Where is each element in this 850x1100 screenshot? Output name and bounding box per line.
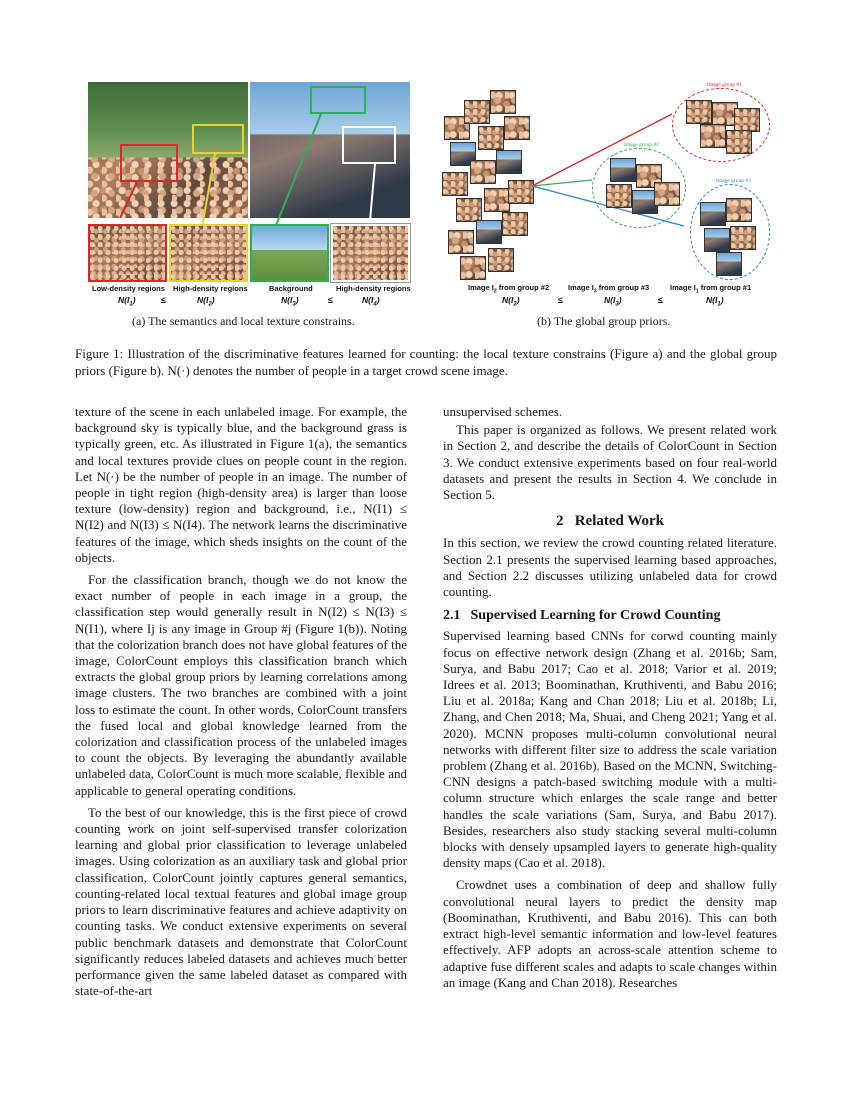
thumb — [700, 202, 726, 226]
subcaption-a: (a) The semantics and local texture constrains. — [132, 314, 355, 328]
figure-caption — [75, 345, 777, 379]
thumb — [730, 226, 756, 250]
group-3-title: Image group #3 — [716, 178, 751, 184]
thumb — [726, 130, 752, 154]
right-para-1: Supervised learning based CNNs for corwd counting mainly focus on effective network design (Zhang et al. 2016b; Sam, Surya, and Babu 2017; Cao et al. 2018; Varior et al. 2019; Idrees et al. 2013; Boominathan, Kruthiventi, and Babu 2016; Liu et al. 2018a; Kang and Chan 2018; Liu et al. 2018b; Li, Zhang, and Chen 2018; Ma, Shuai, and Cheng 2021; Yang et al. 2020). MCNN proposes multi-column convolutional neural networks with different filter size to address the scale variation problem (Zhang et al. 2016b). Based on the MCNN, Switching-CNN designs a patch-based switching module with a multi-column structure which enlarges the scale range and better handles the scale variations (Sam, Surya, and Babu 2017). Besides, researchers also study stacking several multi-column blocks with densely upsampled layers to generate high-quality density maps (Cao et al. 2018). — [443, 628, 777, 871]
n-b-i2: $N(I_2)$ — [502, 295, 520, 308]
figure-1 — [86, 80, 776, 380]
n-b-i1: $N(I_1)$ — [706, 295, 724, 308]
crop-high-density-2 — [331, 224, 410, 282]
thumb — [654, 182, 680, 206]
thumb — [610, 158, 636, 182]
thumb — [716, 252, 742, 276]
caption-body: Illustration of the discriminative features learned for counting: the local texture constrains (Figure a) and the global group priors (Figure b). N(·) denotes the number of people in a target crowd scene image. — [75, 346, 778, 378]
left-para-2: For the classification branch, though we do not know the exact number of people in each image in a group, the classification step would generally result in N(I2) ≤ N(I3) ≤ N(I1), where Ij is any image in Group #j (Figure 1(b)). Noting that the colorization branch does not have global features of the image, ColorCount employs this classification branch which extracts the global group priors by learning correlations among image clusters. The two branches are combined with a joint loss to estimate the count. In other words, ColorCount transfers the fused local and global knowledge learned from the colorization and classification process of the unlabeled images to count the objects. By leveraging the abundantly available unlabeled data, ColorCount is much more scalable, flexible and applicable to general operating conditions. — [75, 572, 407, 798]
subsection-number: 2.1 — [443, 608, 461, 624]
right-column — [443, 404, 777, 997]
thumb — [704, 228, 730, 252]
n-i1: $N(I_1)$ — [118, 295, 136, 308]
n-i3: $N(I_3)$ — [281, 295, 299, 308]
subsection-title — [443, 608, 777, 624]
label-image-i3: Image $I_3$ from group #3 — [568, 283, 650, 295]
section-intro: In this section, we review the crowd counting related literature. Section 2.1 presents the supervised learning based approaches, and Section 2.2 discusses utilizing unlabeled data for crowd counting. — [443, 535, 777, 600]
white-region-box — [342, 126, 396, 164]
yellow-region-box — [192, 124, 244, 154]
caption-prefix: Figure 1: — [75, 346, 124, 361]
crop-low-density — [88, 224, 167, 282]
thumb — [734, 108, 760, 132]
left-para-3: To the best of our knowledge, this is the first piece of crowd counting work on joint self-supervised transfer colorization learning and global prior classification to leverage unlabeled images. Using colorization as an auxiliary task and global prior classification, ColorCount jointly captures general semantics, counting-related local textual features and global image group priors to learn discriminative features and achieve adaptivity on counting tasks. We conduct extensive experiments on several public benchmark datasets and demonstrate that ColorCount significantly reduces labeled datasets and achieves much better performance given the same labeled dataset as compared with state-of-the-art — [75, 804, 407, 999]
n-b-i3: $N(I_3)$ — [604, 295, 622, 308]
green-region-box — [310, 86, 366, 114]
crop-high-density-1 — [169, 224, 248, 282]
label-high-density-1: High-density regions — [173, 284, 248, 293]
subcaption-b: (b) The global group priors. — [537, 314, 671, 328]
red-region-box — [120, 144, 178, 182]
label-image-i2: Image $I_2$ from group #2 — [468, 283, 550, 295]
n-i2: $N(I_2)$ — [197, 295, 215, 308]
label-low-density: Low-density regions — [92, 284, 165, 293]
right-intro-1: unsupervised schemes. — [443, 404, 563, 419]
crop-background — [250, 224, 329, 282]
leq-a-1: ≤ — [161, 295, 166, 305]
left-para-1: texture of the scene in each unlabeled image. For example, the background sky is typically blue, and the background grass is typically green, etc. As illustrated in Figure 1(a), the semantics and local textures provide clues on people count in the region. Let N(·) be the number of people in an image. The number of people in tight region (high-density area) is larger than loose texture (low-density) region and background, i.e., N(I1) ≤ N(I2) and N(I3) ≤ N(I4). The network learns the discriminative features of the image, which sheds insights on the count of the objects. — [75, 404, 407, 565]
leq-b-1: ≤ — [558, 295, 563, 305]
group-2-title: Image group #2 — [624, 142, 659, 148]
label-image-i1: Image $I_1$ from group #1 — [670, 283, 752, 295]
leq-a-2: ≤ — [328, 295, 333, 305]
thumb — [606, 184, 632, 208]
label-high-density-2: High-density regions — [336, 284, 411, 293]
label-background: Background — [269, 284, 313, 293]
right-intro-2: This paper is organized as follows. We present related work in Section 2, and describe the details of ColorCount in Section 3. We conduct extensive experiments based on four real-world datasets and present the results in Section 4. We conclude in Section 5. — [443, 422, 777, 503]
left-column — [75, 404, 407, 1005]
group-1-title: Image group #1 — [707, 82, 742, 88]
thumb — [700, 124, 726, 148]
n-i4: $N(I_4)$ — [362, 295, 380, 308]
leq-b-2: ≤ — [658, 295, 663, 305]
subsection-name: Supervised Learning for Crowd Counting — [470, 608, 721, 624]
section-title: 2 Related Work — [555, 513, 665, 530]
right-para-2: Crowdnet uses a combination of deep and shallow fully convolutional neural layers to predict the density map (Boominathan, Kruthiventi, and Babu 2016). This can both extract high-level semantic information and low-level features effectively. AFP adopts an across-scale attention scheme to adaptive fuse different scales and adapts to scale changes within an image (Kang and Chan 2018). Researches — [443, 877, 777, 990]
thumb — [686, 100, 712, 124]
thumb — [726, 198, 752, 222]
